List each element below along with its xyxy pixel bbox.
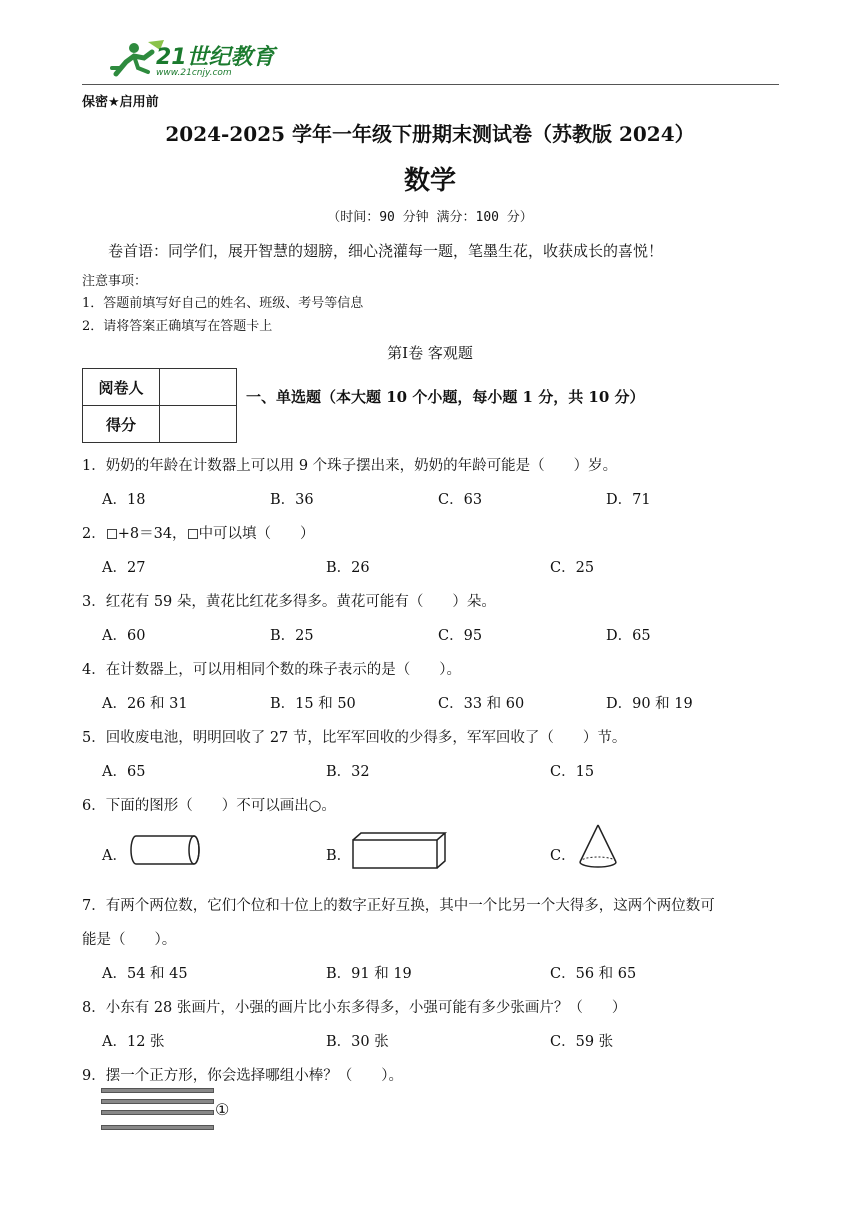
q6-option-c[interactable]: C． xyxy=(550,848,576,864)
q2-option-c[interactable]: C．25 xyxy=(550,560,595,576)
question-9: 9．摆一个正方形，你会选择哪组小棒？（ ）。 xyxy=(82,1068,403,1084)
header-divider xyxy=(82,84,779,85)
cylinder-icon xyxy=(128,832,204,868)
stick xyxy=(101,1088,214,1093)
score-label: 得分 xyxy=(83,406,160,443)
score-field[interactable] xyxy=(160,406,237,443)
q8-option-b[interactable]: B．30 张 xyxy=(326,1034,389,1050)
question-2 xyxy=(82,522,315,543)
question-3: 3．红花有 59 朵，黄花比红花多得多。黄花可能有（ ）朵。 xyxy=(82,594,496,610)
q4-option-b[interactable]: B．15 和 50 xyxy=(270,696,356,712)
q6-option-b[interactable]: B． xyxy=(326,848,352,864)
secret-label: 保密★启用前 xyxy=(82,95,159,110)
q5-option-b[interactable]: B．32 xyxy=(326,764,370,780)
cuboid-icon xyxy=(350,830,450,872)
question-4: 4．在计数器上，可以用相同个数的珠子表示的是（ ）。 xyxy=(82,662,461,678)
q4-option-a[interactable]: A．26 和 31 xyxy=(102,696,188,712)
q8-option-a[interactable]: A．12 张 xyxy=(102,1034,165,1050)
subject-title: 数学 xyxy=(403,166,456,196)
q3-option-d[interactable]: D．65 xyxy=(606,628,651,644)
site-logo xyxy=(104,38,274,86)
part-title: 第Ⅰ卷 客观题 xyxy=(387,344,473,362)
q7-option-c[interactable]: C．56 和 65 xyxy=(550,966,637,982)
logo-text: 21世纪教育 xyxy=(156,45,275,70)
q4-option-c[interactable]: C．33 和 60 xyxy=(438,696,525,712)
q7-option-b[interactable]: B．91 和 19 xyxy=(326,966,412,982)
cone-icon xyxy=(576,822,620,872)
question-1: 1．奶奶的年龄在计数器上可以用 9 个珠子摆出来，奶奶的年龄可能是（ ）岁。 xyxy=(82,458,618,474)
q1-option-c[interactable]: C．63 xyxy=(438,492,483,508)
section-title: 一、单选题（本大题 10 个小题，每小题 1 分，共 10 分） xyxy=(246,388,645,406)
logo-url: www.21cnjy.com xyxy=(156,68,232,78)
motto: 卷首语：同学们，展开智慧的翅膀，细心浇灌每一题，笔墨生花，收获成长的喜悦！ xyxy=(108,242,664,260)
reviewer-label: 阅卷人 xyxy=(83,369,160,406)
q1-option-d[interactable]: D．71 xyxy=(606,492,651,508)
stick xyxy=(101,1110,214,1115)
q6-option-a[interactable]: A． xyxy=(102,848,127,864)
q3-option-a[interactable]: A．60 xyxy=(102,628,146,644)
q3-option-b[interactable]: B．25 xyxy=(270,628,314,644)
q7-option-a[interactable]: A．54 和 45 xyxy=(102,966,188,982)
q4-option-d[interactable]: D．90 和 19 xyxy=(606,696,693,712)
q1-option-a[interactable]: A．18 xyxy=(102,492,146,508)
blank-box-icon xyxy=(107,529,117,539)
stick xyxy=(101,1099,214,1104)
question-7-line-1: 7．有两个两位数，它们个位和十位上的数字正好互换，其中一个比另一个大得多，这两个两位数可 xyxy=(82,898,715,914)
exam-title: 2024-2025 学年一年级下册期末测试卷（苏教版 2024） xyxy=(165,122,695,146)
blank-box-icon xyxy=(188,529,198,539)
time-info: （时间：90 分钟 满分：100 分） xyxy=(327,210,533,225)
q2-option-b[interactable]: B．26 xyxy=(326,560,370,576)
question-5: 5．回收废电池，明明回收了 27 节，比军军回收的少得多，军军回收了（ ）节。 xyxy=(82,730,627,746)
question-7-line-2: 能是（ ）。 xyxy=(82,932,177,948)
q3-option-c[interactable]: C．95 xyxy=(438,628,483,644)
notice-item-1: 1．答题前填写好自己的姓名、班级、考号等信息 xyxy=(82,296,364,311)
reviewer-field[interactable] xyxy=(160,369,237,406)
q1-option-b[interactable]: B．36 xyxy=(270,492,314,508)
q2-option-a[interactable]: A．27 xyxy=(102,560,146,576)
q2-prefix: 2． xyxy=(82,526,106,542)
stick xyxy=(101,1125,214,1130)
notice-title: 注意事项： xyxy=(82,274,148,289)
notice-item-2: 2．请将答案正确填写在答题卡上 xyxy=(82,319,273,334)
q8-option-c[interactable]: C．59 张 xyxy=(550,1034,614,1050)
question-6: 6．下面的图形（ ）不可以画出○。 xyxy=(82,798,336,814)
q2-mid: +8＝34， xyxy=(117,526,187,542)
question-8: 8．小东有 28 张画片，小强的画片比小东多得多，小强可能有多少张画片？（ ） xyxy=(82,1000,627,1016)
score-table xyxy=(82,368,237,443)
q5-option-a[interactable]: A．65 xyxy=(102,764,146,780)
q5-option-c[interactable]: C．15 xyxy=(550,764,595,780)
stick-group-label[interactable]: ① xyxy=(215,1100,230,1119)
q2-suffix: 中可以填（ ） xyxy=(198,526,315,542)
